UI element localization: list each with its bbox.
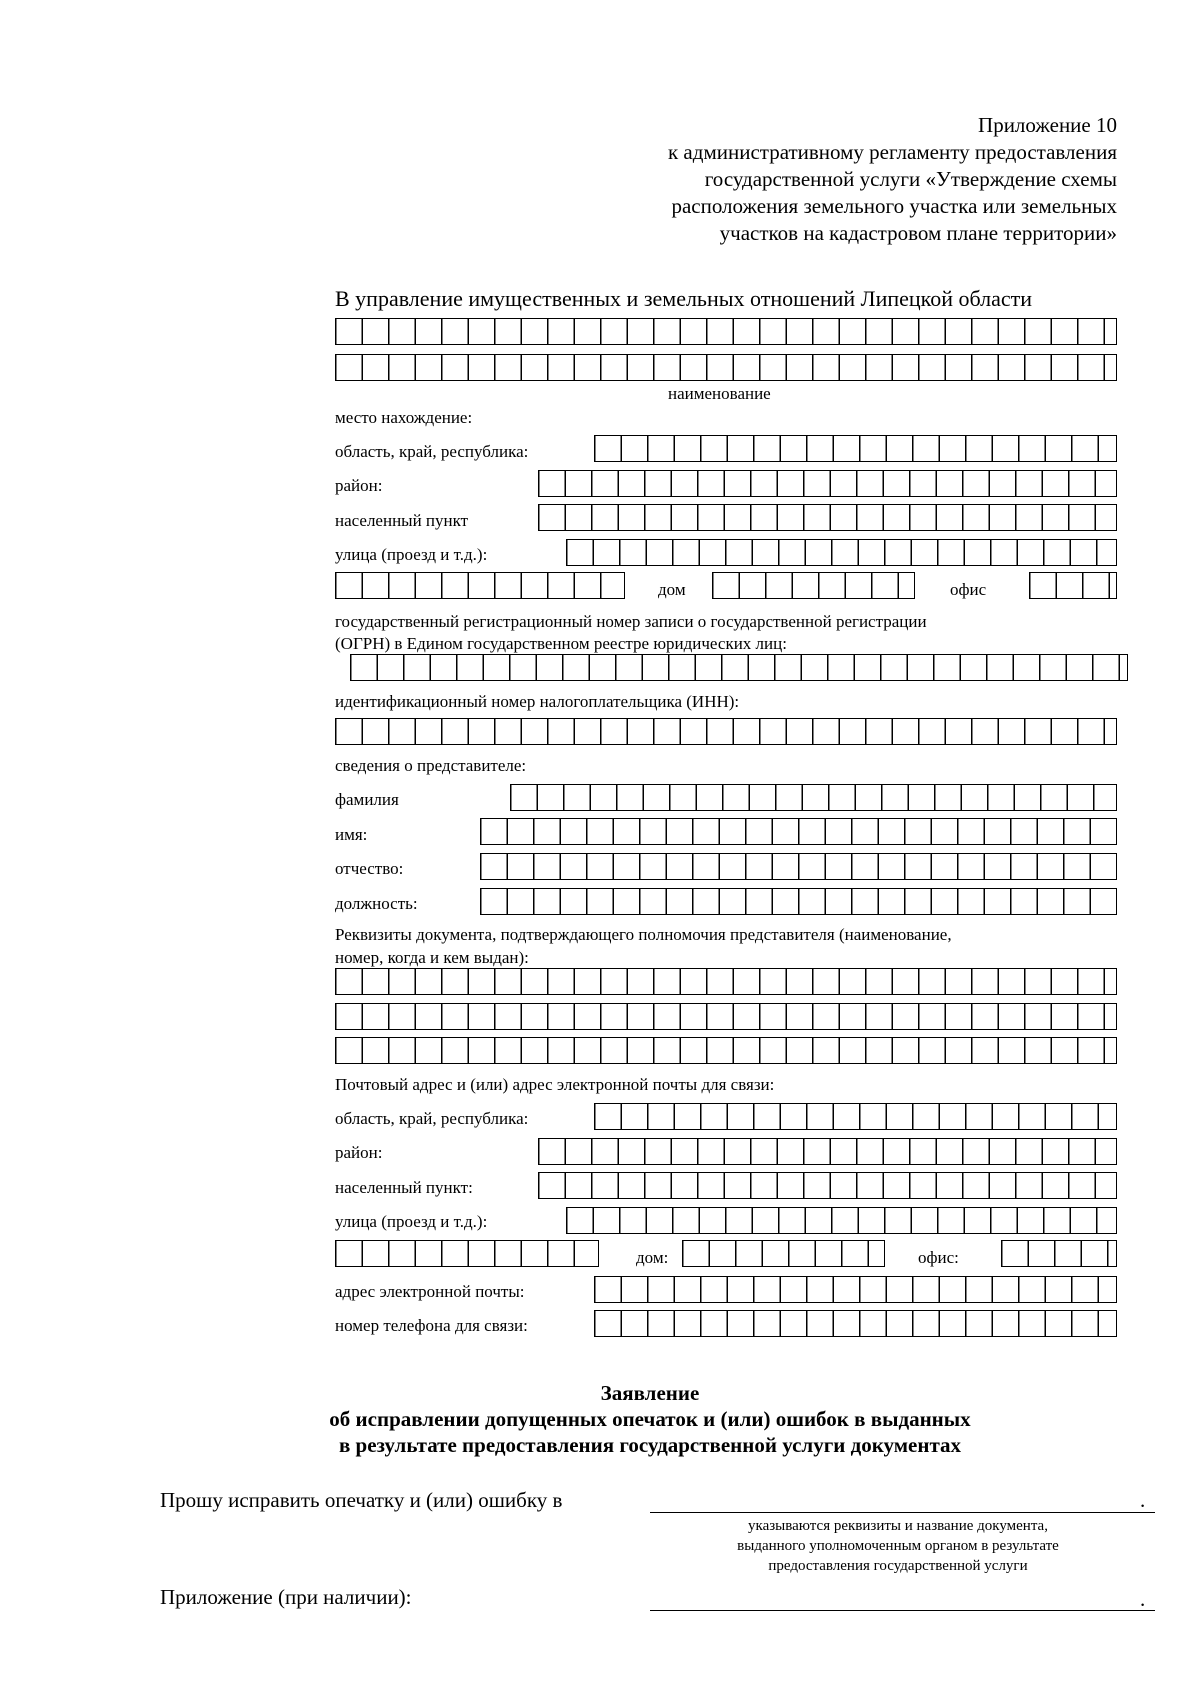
name-cells-row-2[interactable]: [335, 354, 1117, 381]
house2-cells[interactable]: [682, 1240, 885, 1267]
office-cells[interactable]: [1029, 572, 1117, 599]
hint-line-2: выданного уполномоченным органом в результате: [737, 1538, 1059, 1554]
phone-label: номер телефона для связи:: [335, 1316, 528, 1335]
document-details-hint: [668, 1516, 1128, 1576]
ogrn-cells[interactable]: [350, 654, 1128, 681]
title-line-3: в результате предоставления государственной услуги документах: [338, 1433, 962, 1457]
location-label: место нахождение:: [335, 408, 473, 427]
phone-cells[interactable]: [594, 1310, 1117, 1337]
statement-title: [150, 1380, 1150, 1458]
appendix-number: Приложение 10: [978, 113, 1117, 137]
document-cells-row-1[interactable]: [335, 968, 1117, 995]
name-caption: наименование: [668, 384, 771, 403]
email-cells[interactable]: [594, 1276, 1117, 1303]
document-cells-row-3[interactable]: [335, 1037, 1117, 1064]
attachment-line[interactable]: [650, 1584, 1155, 1611]
firstname-label: имя:: [335, 825, 368, 844]
region-cells[interactable]: [594, 435, 1117, 462]
name-cells-row-1[interactable]: [335, 318, 1117, 345]
street2-label: улица (проезд и т.д.):: [335, 1212, 488, 1231]
appendix-line: участков на кадастровом плане территории»: [719, 221, 1117, 245]
title-line-1: Заявление: [600, 1381, 700, 1405]
street2-cont-cells[interactable]: [335, 1240, 599, 1267]
position-label: должность:: [335, 894, 418, 913]
ogrn-label-2: (ОГРН) в Едином государственном реестре юридических лиц:: [335, 634, 787, 653]
request-dot: .: [1140, 1488, 1146, 1512]
surname-cells[interactable]: [510, 784, 1117, 811]
postal-label: Почтовый адрес и (или) адрес электронной почты для связи:: [335, 1075, 775, 1094]
attachment-dot: .: [1140, 1587, 1146, 1611]
appendix-line: к административному регламенту предоставления: [667, 140, 1117, 164]
ogrn-label-1: государственный регистрационный номер записи о государственной регистрации: [335, 612, 927, 631]
street-cont-cells[interactable]: [335, 572, 625, 599]
district2-label: район:: [335, 1143, 383, 1162]
document-details-line[interactable]: [650, 1486, 1155, 1513]
district-cells[interactable]: [538, 470, 1117, 497]
document-cells-row-2[interactable]: [335, 1003, 1117, 1030]
settlement-label: населенный пункт: [335, 511, 469, 530]
settlement2-label: населенный пункт:: [335, 1178, 473, 1197]
email-label: адрес электронной почты:: [335, 1282, 525, 1301]
office-label: офис: [950, 580, 987, 599]
office2-cells[interactable]: [1001, 1240, 1117, 1267]
district2-cells[interactable]: [538, 1138, 1117, 1165]
title-line-2: об исправлении допущенных опечаток и (или) ошибок в выданных: [329, 1407, 971, 1431]
region2-label: область, край, республика:: [335, 1109, 529, 1128]
house2-label: дом:: [636, 1248, 669, 1267]
region-label: область, край, республика:: [335, 442, 529, 461]
hint-line-1: указываются реквизиты и название документа,: [748, 1518, 1048, 1534]
patronymic-label: отчество:: [335, 859, 404, 878]
street-label: улица (проезд и т.д.):: [335, 545, 488, 564]
position-cells[interactable]: [480, 888, 1117, 915]
region2-cells[interactable]: [594, 1103, 1117, 1130]
settlement2-cells[interactable]: [538, 1172, 1117, 1199]
inn-cells[interactable]: [335, 718, 1117, 745]
addressee: В управление имущественных и земельных отношений Липецкой области: [335, 286, 1033, 311]
house-label: дом: [658, 580, 686, 599]
street-cells[interactable]: [566, 539, 1117, 566]
attachment-label: Приложение (при наличии):: [160, 1585, 412, 1609]
hint-line-3: предоставления государственной услуги: [768, 1558, 1028, 1574]
firstname-cells[interactable]: [480, 818, 1117, 845]
patronymic-cells[interactable]: [480, 853, 1117, 880]
appendix-header: [517, 112, 1117, 247]
document-label-2: номер, когда и кем выдан):: [335, 948, 529, 967]
settlement-cells[interactable]: [538, 504, 1117, 531]
district-label: район:: [335, 476, 383, 495]
house-cells[interactable]: [712, 572, 915, 599]
surname-label: фамилия: [335, 790, 399, 809]
appendix-line: расположения земельного участка или земельных: [671, 194, 1117, 218]
street2-cells[interactable]: [566, 1207, 1117, 1234]
representative-label: сведения о представителе:: [335, 756, 527, 775]
inn-label: идентификационный номер налогоплательщика (ИНН):: [335, 692, 740, 711]
office2-label: офис:: [918, 1248, 959, 1267]
request-text: Прошу исправить опечатку и (или) ошибку в: [160, 1488, 563, 1512]
document-label-1: Реквизиты документа, подтверждающего полномочия представителя (наименование,: [335, 925, 952, 944]
appendix-line: государственной услуги «Утверждение схемы: [704, 167, 1117, 191]
